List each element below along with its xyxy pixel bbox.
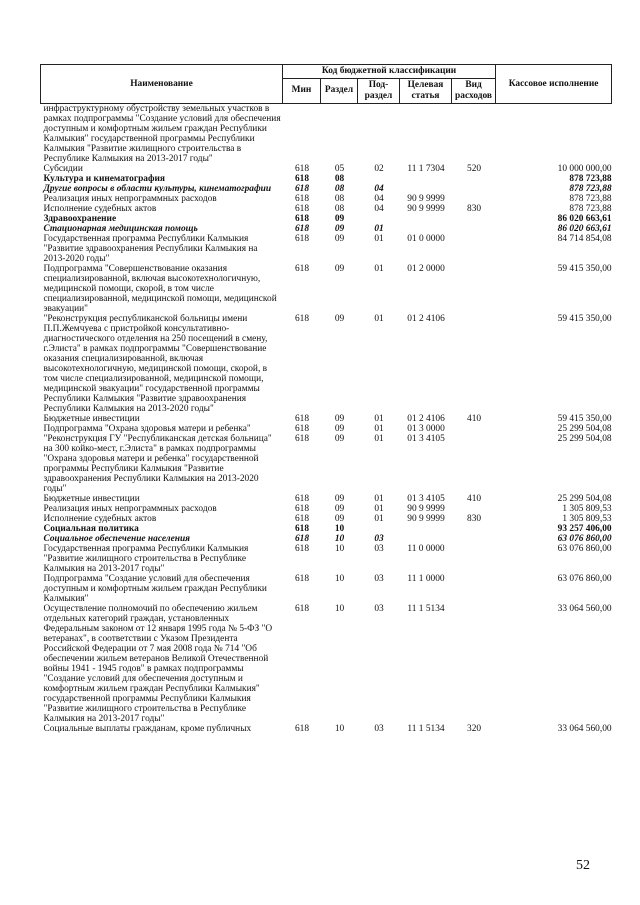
row-subsection [358,524,400,534]
row-name: инфраструктурному обустройству земельных участков в рамках подпрограммы "Создание условий для обеспечения доступным и комфортным жильем граждан Республики Калмыкия" государственной программы Республики Калмыкия "Развитие жилищного строительства в Республике Калмыкия на 2013-2017 годы" [43,103,281,164]
row-expense-type [452,174,496,184]
row-section: 08 [334,203,345,214]
row-expense-type: 410 [467,493,482,504]
table-row [41,524,612,534]
row-subsection: 04 [374,183,384,194]
table-row [41,184,612,194]
page-number: 52 [576,858,590,873]
row-name: Бюджетные инвестиции [43,493,140,504]
table-row [41,103,612,164]
row-amount: 63 076 860,00 [557,533,612,544]
row-subsection: 01 [374,263,384,274]
row-expense-type [452,424,496,434]
row-amount: 878 723,88 [569,193,612,204]
row-expense-type [452,103,496,164]
row-section: 09 [334,503,345,514]
row-min: 618 [294,603,310,614]
row-subsection: 01 [374,313,384,324]
row-min: 618 [294,493,310,504]
row-min: 618 [294,223,310,234]
row-min: 618 [294,543,310,554]
row-target [400,534,452,544]
row-min: 618 [294,523,310,534]
table-row [41,234,612,264]
row-amount: 63 076 860,00 [557,543,612,554]
row-expense-type [452,194,496,204]
row-target: 90 9 9999 [407,203,445,214]
row-section [321,103,358,164]
row-section: 09 [334,423,345,434]
row-target [400,103,452,164]
table-row [41,604,612,724]
header-section: Раздел [321,78,358,103]
row-amount: 878 723,88 [569,183,612,194]
row-expense-type [452,544,496,574]
row-name: "Реконструкция республиканской больницы имени П.П.Жемчуева с пристройкой консультативно-диагностического отделения на 250 посещений в смену, г.Элиста" в рамках подпрограммы "Совершенствование оказания специализированной, включая высокотехнологичную, медицинской помощи, скорой, в том числе специализированной, медицинской помощи, медицинской эвакуации" государственной программы Республики Калмыкия "Развитие здравоохранения Республики Калмыкия на 2013-2020 годы" [43,313,268,414]
row-expense-type: 520 [467,163,482,174]
row-expense-type [452,574,496,604]
row-min: 618 [294,513,310,524]
row-expense-type [452,224,496,234]
row-subsection: 03 [374,573,384,584]
table-row [41,504,612,514]
row-amount: 86 020 663,61 [557,213,612,224]
row-name: Подпрограмма "Охрана здоровья матери и ребенка" [43,423,251,434]
row-section: 08 [334,183,345,194]
row-target [400,224,452,234]
row-name: Бюджетные инвестиции [43,413,140,424]
table-row [41,194,612,204]
header-subsection: Под-раздел [358,78,400,103]
row-target [400,174,452,184]
row-name: Социальная политика [43,523,139,534]
row-subsection: 03 [374,533,384,544]
header-expense-type: Вид расходов [452,78,496,103]
row-min: 618 [294,533,310,544]
row-expense-type [452,534,496,544]
row-expense-type [452,504,496,514]
row-name: Другие вопросы в области культуры, кинематографии [43,183,272,194]
row-section: 10 [334,543,345,554]
header-name: Наименование [41,65,283,104]
table-row [41,414,612,424]
table-body [41,103,612,734]
row-subsection: 02 [374,163,384,174]
row-target: 01 0 0000 [407,233,445,244]
row-subsection [358,174,400,184]
row-target: 01 2 0000 [407,263,445,274]
table-row [41,534,612,544]
table-row [41,724,612,734]
row-target: 90 9 9999 [407,503,445,514]
table-row [41,204,612,214]
row-name: Реализация иных непрограммных расходов [43,503,217,514]
row-amount: 878 723,88 [569,203,612,214]
row-subsection: 01 [374,233,384,244]
row-target: 01 3 0000 [407,423,445,434]
row-section: 10 [334,533,345,544]
table-row [41,494,612,504]
budget-table [40,64,612,734]
row-section: 09 [334,413,345,424]
row-amount: 86 020 663,61 [557,223,612,234]
row-min: 618 [294,313,310,324]
row-min: 618 [294,723,310,734]
row-expense-type: 830 [467,513,482,524]
row-min: 618 [294,503,310,514]
row-section: 10 [334,573,345,584]
row-section: 09 [334,513,345,524]
row-min: 618 [294,433,310,444]
row-amount: 33 064 560,00 [557,723,612,734]
row-expense-type [452,214,496,224]
row-subsection: 01 [374,223,384,234]
row-target: 90 9 9999 [407,193,445,204]
row-expense-type: 830 [467,203,482,214]
table-header [41,65,612,104]
row-target: 01 2 4106 [407,413,445,424]
table-row [41,264,612,314]
row-amount: 25 299 504,08 [557,423,612,434]
row-name: Стационарная медицинская помощь [43,223,198,234]
row-subsection: 01 [374,433,384,444]
row-amount: 93 257 406,00 [557,523,612,534]
row-section: 09 [334,213,345,224]
table-row [41,164,612,174]
row-subsection: 04 [374,193,384,204]
row-target: 11 1 5134 [407,723,445,734]
row-min: 618 [294,163,310,174]
table-row [41,424,612,434]
row-expense-type: 410 [467,413,482,424]
row-section: 09 [334,223,345,234]
row-subsection [358,214,400,224]
row-expense-type [452,524,496,534]
table-row [41,544,612,574]
row-subsection: 01 [374,413,384,424]
row-subsection: 03 [374,603,384,614]
row-amount: 33 064 560,00 [557,603,612,614]
row-min [283,103,321,164]
row-section: 10 [334,523,345,534]
row-name: Осуществление полномочий по обеспечению жильем отдельных категорий граждан, установленных Федеральным законом от 12 января 1995 года № 5-ФЗ "О ветеранах", в соответствии с Указом Президента Российской Федерации от 7 мая 2008 года № 714 "Об обеспечении жильем ветеранов Великой Отечественной войны 1941 - 1945 годов" в рамках подпрограммы "Создание условий для обеспечения доступным и комфортным жильем граждан Республики Калмыкия" государственной программы Республики Калмыкия "Развитие жилищного строительства в Республике Калмыкия на 2013-2017 годы" [43,603,273,724]
row-name: Здравоохранение [43,213,117,224]
row-section: 09 [334,433,345,444]
row-name: Подпрограмма "Совершенствование оказания специализированной, включая высокотехнологичную, медицинской помощи, скорой, в том числе специализированной, медицинской помощи, медицинской эвакуации" [43,263,277,314]
row-target: 11 1 5134 [407,603,445,614]
row-subsection: 03 [374,723,384,734]
row-name: Культура и кинематография [43,173,165,184]
header-target: Целевая статья [400,78,452,103]
table-row [41,514,612,524]
row-min: 618 [294,423,310,434]
row-target: 01 3 4105 [407,433,445,444]
row-subsection: 01 [374,503,384,514]
row-subsection [358,103,400,164]
table-row [41,174,612,184]
row-amount: 59 415 350,00 [557,313,612,324]
row-amount: 59 415 350,00 [557,263,612,274]
row-min: 618 [294,213,310,224]
row-amount: 59 415 350,00 [557,413,612,424]
row-amount: 25 299 504,08 [557,433,612,444]
row-target [400,184,452,194]
row-section: 10 [334,603,345,614]
row-section: 08 [334,193,345,204]
header-min: Мин [283,78,321,103]
row-target: 01 2 4106 [407,313,445,324]
row-amount: 10 000 000,00 [557,163,612,174]
table-row [41,434,612,494]
row-target [400,524,452,534]
row-target: 90 9 9999 [407,513,445,524]
row-expense-type [452,604,496,724]
row-subsection: 01 [374,513,384,524]
row-section: 10 [334,723,345,734]
row-name: "Реконструкция ГУ "Республиканская детская больница" на 300 койко-мест, г.Элиста" в рамках подпрограммы "Охрана здоровья матери и ребенка" государственной программы Республики Калмыкия "Развитие здравоохранения Республики Калмыкия на 2013-2020 годы" [43,433,272,494]
row-subsection: 03 [374,543,384,554]
row-expense-type [452,434,496,494]
row-expense-type [452,234,496,264]
table-row [41,314,612,414]
row-section: 09 [334,313,345,324]
row-section: 08 [334,173,345,184]
row-amount [496,103,612,164]
row-section: 09 [334,233,345,244]
row-target: 11 1 0000 [407,573,445,584]
row-target [400,214,452,224]
row-name: Социальные выплаты гражданам, кроме публичных [43,723,252,734]
row-min: 618 [294,173,310,184]
row-name: Государственная программа Республики Калмыкия "Развитие жилищного строительства в Республике Калмыкия на 2013-2017 годы" [43,543,249,574]
row-amount: 1 305 809,53 [562,503,612,514]
row-section: 05 [334,163,345,174]
row-expense-type: 320 [467,723,482,734]
row-min: 618 [294,413,310,424]
row-amount: 63 076 860,00 [557,573,612,584]
row-amount: 84 714 854,08 [557,233,612,244]
row-name: Реализация иных непрограммных расходов [43,193,217,204]
header-code-group: Код бюджетной классификации [283,65,496,79]
row-expense-type [452,184,496,194]
table-row [41,224,612,234]
row-name: Исполнение судебных актов [43,203,157,214]
row-min: 618 [294,193,310,204]
row-name: Государственная программа Республики Калмыкия "Развитие здравоохранения Республики Калмыкия на 2013-2020 годы" [43,233,258,264]
row-amount: 25 299 504,08 [557,493,612,504]
row-expense-type [452,264,496,314]
row-name: Субсидии [43,163,83,174]
row-subsection: 01 [374,493,384,504]
row-min: 618 [294,233,310,244]
row-amount: 1 305 809,53 [562,513,612,524]
row-section: 09 [334,493,345,504]
row-target: 11 1 7304 [407,163,445,174]
table-row [41,574,612,604]
row-target: 11 0 0000 [407,543,445,554]
row-expense-type [452,314,496,414]
row-section: 09 [334,263,345,274]
row-name: Исполнение судебных актов [43,513,157,524]
row-target: 01 3 4105 [407,493,445,504]
row-amount: 878 723,88 [569,173,612,184]
header-amount: Кассовое исполнение [496,65,612,104]
row-min: 618 [294,183,310,194]
table-row [41,214,612,224]
row-name: Подпрограмма "Создание условий для обеспечения доступным и комфортным жильем граждан Республики Калмыкия" [43,573,267,604]
row-min: 618 [294,203,310,214]
row-name: Социальное обеспечение населения [43,533,191,544]
row-min: 618 [294,573,310,584]
row-subsection: 04 [374,203,384,214]
row-subsection: 01 [374,423,384,434]
row-min: 618 [294,263,310,274]
